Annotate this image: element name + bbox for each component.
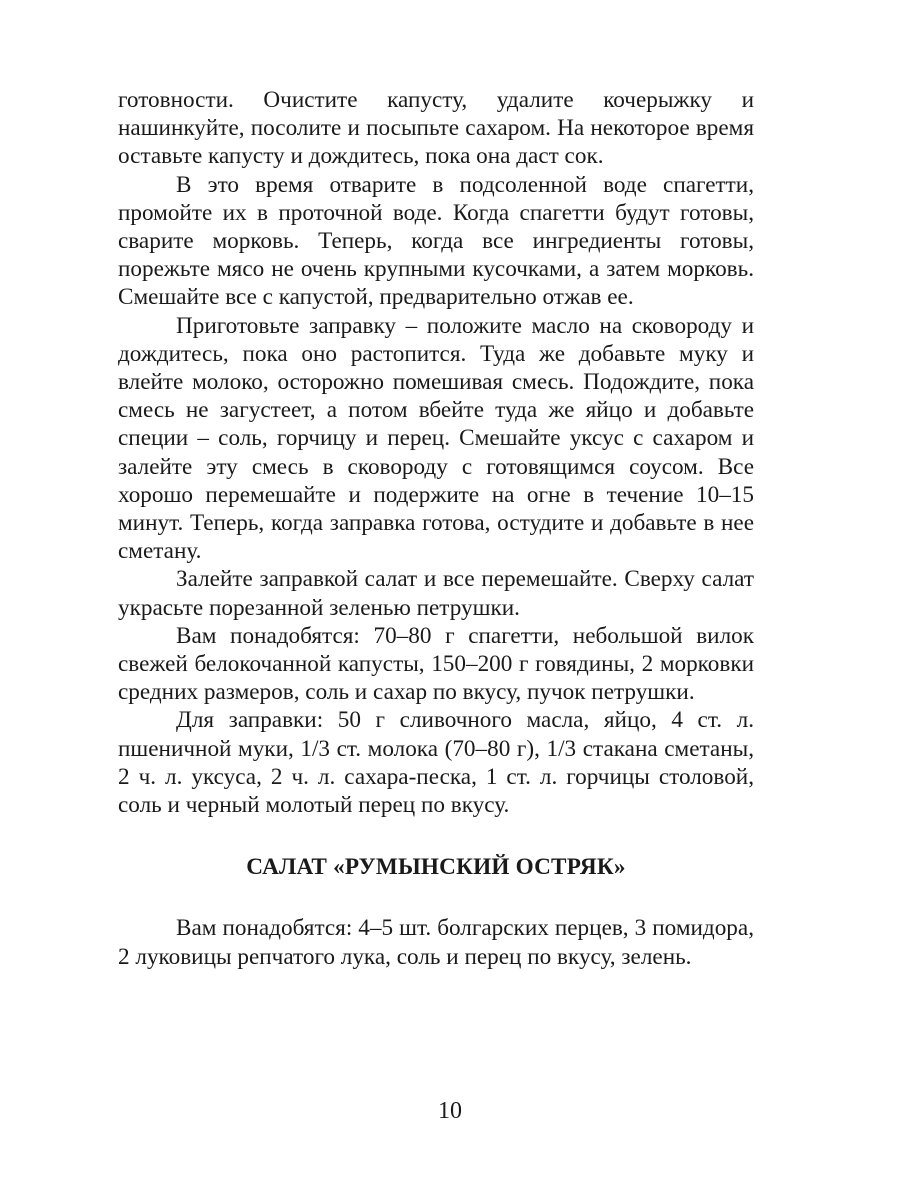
paragraph-serving: Залейте заправкой салат и все перемешайте. Сверху салат украсьте порезанной зеленью петрушки. [118,566,754,621]
paragraph-new-recipe-ingredients: Вам понадобятся: 4–5 шт. болгарских перцев, 3 помидора, 2 луковицы репчатого лука, соль и перец по вкусу, зелень. [118,915,754,970]
recipe-heading: САЛАТ «РУМЫНСКИЙ ОСТРЯК» [246,854,626,881]
page-body [118,86,754,971]
paragraph-dressing-ingredients: Для заправки: 50 г сливочного масла, яйцо, 4 ст. л. пшеничной муки, 1/3 ст. молока (70–80 г), 1/3 стакана сметаны, 2 ч. л. уксуса, 2 ч. л. сахара-песка, 1 ст. л. горчицы столовой, соль и черный молотый перец по вкусу. [118,707,754,819]
paragraph-cabbage-prep: готовности. Очистите капусту, удалите кочерыжку и нашинкуйте, посолите и посыпьте сахаром. На некоторое время оставьте капусту и дождитесь, пока она даст сок. [118,87,754,170]
paragraph-dressing: Приготовьте заправку – положите масло на сковороду и дождитесь, пока оно растопится. Туда же добавьте муку и влейте молоко, осторожно помешивая смесь. Подождите, пока смесь не загустеет, а потом вбейте туда же яйцо и добавьте специи – соль, горчицу и перец. Смешайте уксус с сахаром и залейте эту смесь в сковороду с готовящимся соусом. Все хорошо перемешайте и подержите на огне в течение 10–15 минут. Теперь, когда заправка готова, остудите и добавьте в нее сметану. [118,312,754,565]
paragraph-spaghetti: В это время отварите в подсоленной воде спагетти, промойте их в проточной воде. Когда спагетти будут готовы, сварите морковь. Теперь, когда все ингредиенты готовы, порежьте мясо не очень крупными кусочками, а затем морковь. Смешайте все с капустой, предварительно отжав ее. [118,171,754,311]
page-number: 10 [438,1098,462,1124]
paragraph-ingredients: Вам понадобятся: 70–80 г спагетти, небольшой вилок свежей белокочанной капусты, 150–200 г говядины, 2 морковки средних размеров, соль и сахар по вкусу, пучок петрушки. [118,622,754,706]
